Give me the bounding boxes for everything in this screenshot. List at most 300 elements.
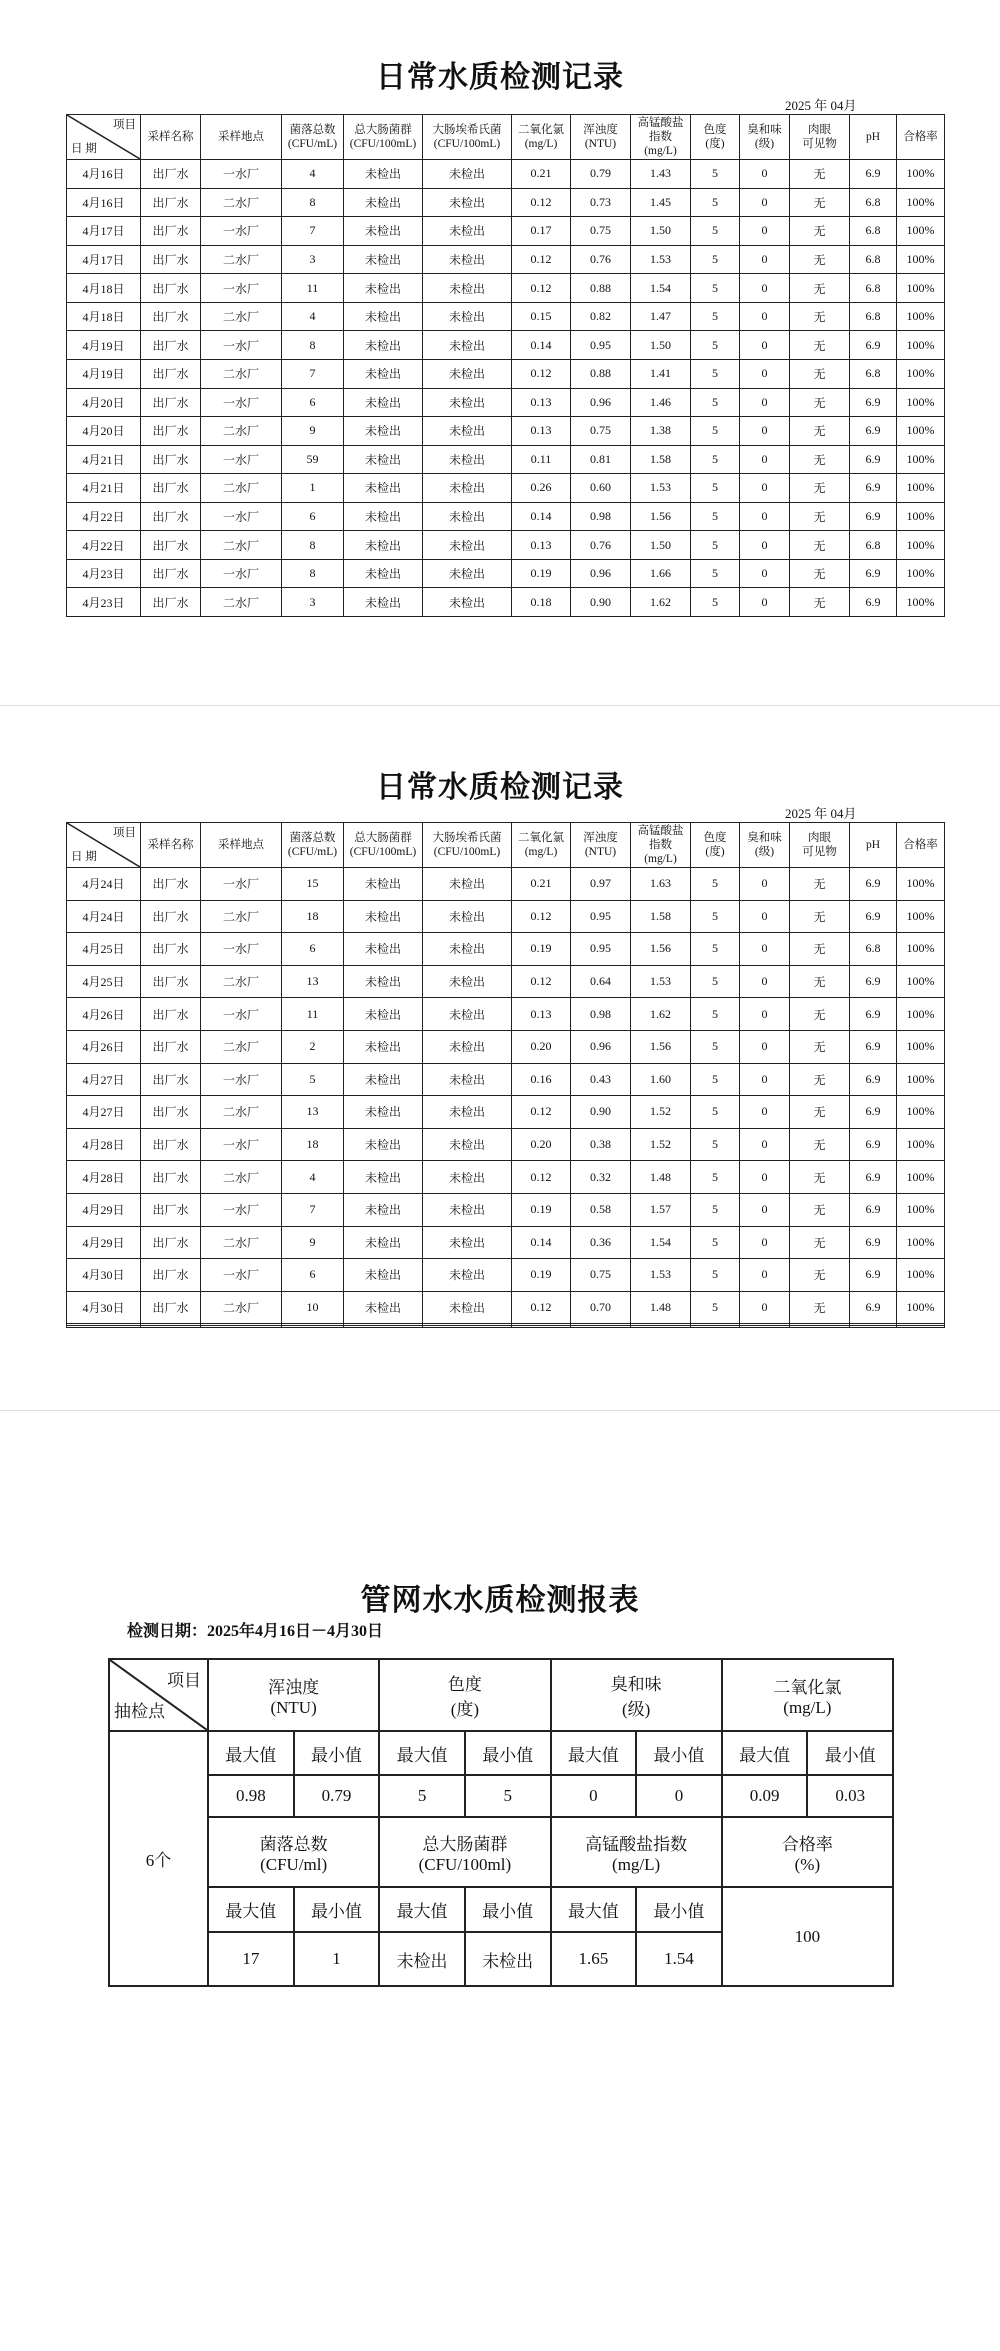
table-cell: 出厂水 (141, 1161, 201, 1194)
table-cell: 出厂水 (141, 217, 201, 246)
column-header: 合格率 (897, 823, 945, 868)
page2-month: 2025 年 04月 (785, 806, 857, 821)
column-header: 菌落总数 (CFU/mL) (282, 115, 344, 160)
column-header: 总大肠菌群 (CFU/100mL) (344, 823, 423, 868)
table-row (67, 188, 945, 217)
table-cell: 1.54 (631, 1226, 691, 1259)
table-cell: 未检出 (423, 1128, 512, 1161)
table-cell: 无 (790, 1291, 850, 1324)
table-cell: 0.95 (571, 900, 631, 933)
table-cell: 未检出 (344, 160, 423, 189)
param-header (379, 1817, 550, 1887)
table-cell: 6.8 (850, 531, 897, 560)
table-cell: 0 (740, 1096, 790, 1129)
table-cell: 0.14 (512, 331, 571, 360)
table-row (67, 588, 945, 617)
table-cell: 1.43 (631, 160, 691, 189)
page1-month: 2025 年 04月 (785, 98, 857, 113)
table-cell: 4月24日 (67, 900, 141, 933)
column-header: 高锰酸盐 指数 (mg/L) (631, 823, 691, 868)
table-cell: 6.9 (850, 1128, 897, 1161)
table-cell: 0 (740, 1291, 790, 1324)
table-cell: 未检出 (379, 1932, 465, 1986)
table-cell: 最大值 (551, 1887, 637, 1932)
table-cell: 无 (790, 417, 850, 446)
table-cell: 0 (740, 331, 790, 360)
table-cell: 无 (790, 274, 850, 303)
table-cell: 未检出 (344, 868, 423, 901)
table-row (67, 531, 945, 560)
table-cell: 二水厂 (201, 359, 282, 388)
table-cell: 6 (282, 933, 344, 966)
table-cell: 0 (740, 559, 790, 588)
table-cell: 0.73 (571, 188, 631, 217)
table-row (67, 1128, 945, 1161)
table-cell: 6.9 (850, 868, 897, 901)
table-row (67, 502, 945, 531)
table-cell: 100% (897, 388, 945, 417)
table-cell: 无 (790, 445, 850, 474)
table-cell: 0.79 (571, 160, 631, 189)
cell-text: 日 期 (71, 851, 97, 863)
table-cell: 0.12 (512, 274, 571, 303)
table-cell: 0 (740, 900, 790, 933)
table-cell: 15 (282, 868, 344, 901)
table-cell: 100% (897, 1096, 945, 1129)
table-cell: 一水厂 (201, 933, 282, 966)
table-cell: 1 (294, 1932, 380, 1986)
column-header: 采样地点 (201, 115, 282, 160)
table-cell: 1.47 (631, 302, 691, 331)
table-cell: 13 (282, 965, 344, 998)
table-cell: 4月18日 (67, 274, 141, 303)
table-cell (512, 1326, 571, 1328)
table-cell: 未检出 (423, 331, 512, 360)
table-cell: 0.38 (571, 1128, 631, 1161)
table-cell: 0.12 (512, 188, 571, 217)
table-cell: 6.8 (850, 217, 897, 246)
table-cell: 4月16日 (67, 188, 141, 217)
table-cell: 4月22日 (67, 502, 141, 531)
table-cell: 4月17日 (67, 217, 141, 246)
table-cell: 未检出 (344, 1096, 423, 1129)
table-cell: 10 (282, 1291, 344, 1324)
table-cell: 13 (282, 1096, 344, 1129)
table-cell: 5 (691, 217, 740, 246)
page1-title: 日常水质检测记录 (376, 61, 624, 94)
table-cell: 1.57 (631, 1193, 691, 1226)
table-cell: 出厂水 (141, 1259, 201, 1292)
table-cell: 0 (740, 998, 790, 1031)
table-cell: 二水厂 (201, 302, 282, 331)
table-cell: 0.15 (512, 302, 571, 331)
table-cell: 出厂水 (141, 359, 201, 388)
table-cell: 6.9 (850, 474, 897, 503)
table-cell: 1.46 (631, 388, 691, 417)
table-cell: 二水厂 (201, 1030, 282, 1063)
table-cell: 未检出 (423, 217, 512, 246)
table-cell: 0.14 (512, 1226, 571, 1259)
table-cell (790, 1326, 850, 1328)
table-cell: 一水厂 (201, 331, 282, 360)
table-cell (631, 1326, 691, 1328)
table-cell: 0 (636, 1775, 722, 1817)
table-cell: 未检出 (423, 388, 512, 417)
table-cell: 1.50 (631, 531, 691, 560)
table-cell: 4月29日 (67, 1226, 141, 1259)
cell-text: (%) (794, 1854, 821, 1874)
table-cell: 0 (740, 1161, 790, 1194)
table-cell: 11 (282, 274, 344, 303)
table-cell: 无 (790, 302, 850, 331)
table-cell: 未检出 (423, 1193, 512, 1226)
table-cell: 未检出 (344, 474, 423, 503)
table-cell: 0.96 (571, 559, 631, 588)
table-cell: 出厂水 (141, 474, 201, 503)
table-cell: 出厂水 (141, 1030, 201, 1063)
table-cell: 一水厂 (201, 1193, 282, 1226)
table-cell: 4月20日 (67, 417, 141, 446)
table-cell: 1.66 (631, 559, 691, 588)
table-cell: 4月27日 (67, 1063, 141, 1096)
table-cell: 9 (282, 1226, 344, 1259)
table-cell: 0.60 (571, 474, 631, 503)
table-cell: 0 (740, 245, 790, 274)
column-header: 采样地点 (201, 823, 282, 868)
table-cell: 0.12 (512, 900, 571, 933)
table-cell: 未检出 (423, 1030, 512, 1063)
table-cell: 4月28日 (67, 1161, 141, 1194)
table-cell: 未检出 (423, 933, 512, 966)
table-cell: 未检出 (423, 868, 512, 901)
cell-text: (CFU/100ml) (418, 1854, 512, 1874)
table-cell: 无 (790, 1226, 850, 1259)
table-cell: 最大值 (208, 1731, 294, 1775)
column-header: 肉眼 可见物 (790, 823, 850, 868)
table-cell: 5 (691, 900, 740, 933)
table-cell: 0 (740, 474, 790, 503)
table-cell: 无 (790, 868, 850, 901)
table-cell: 6.9 (850, 1161, 897, 1194)
table-cell: 出厂水 (141, 445, 201, 474)
table-cell: 无 (790, 1259, 850, 1292)
table-cell: 0 (740, 1063, 790, 1096)
table-cell: 未检出 (344, 1128, 423, 1161)
table-cell: 1.45 (631, 188, 691, 217)
table-cell: 1.56 (631, 502, 691, 531)
table-cell: 0 (551, 1775, 637, 1817)
column-header: 浑浊度 (NTU) (571, 115, 631, 160)
table-cell: 0.96 (571, 1030, 631, 1063)
table-cell (571, 1326, 631, 1328)
cell-text: 臭和味 (610, 1675, 662, 1694)
network-report-table (108, 1658, 894, 1987)
table-cell: 二水厂 (201, 474, 282, 503)
table-cell: 未检出 (423, 417, 512, 446)
table-cell: 0.90 (571, 1096, 631, 1129)
table-cell: 4月27日 (67, 1096, 141, 1129)
table-cell: 4月23日 (67, 588, 141, 617)
table-cell: 100% (897, 1193, 945, 1226)
table-cell: 未检出 (344, 1193, 423, 1226)
table-cell: 0.95 (571, 933, 631, 966)
table-cell: 未检出 (423, 445, 512, 474)
table-cell: 0.19 (512, 1193, 571, 1226)
param-header (208, 1659, 379, 1731)
table-cell: 0.98 (208, 1775, 294, 1817)
table-cell: 出厂水 (141, 900, 201, 933)
table-cell: 5 (691, 331, 740, 360)
table-cell: 未检出 (344, 933, 423, 966)
table-cell: 1.52 (631, 1128, 691, 1161)
table-cell: 0 (740, 1259, 790, 1292)
table-cell: 1.56 (631, 933, 691, 966)
table-cell: 最小值 (636, 1887, 722, 1932)
table-cell: 无 (790, 217, 850, 246)
table-cell: 出厂水 (141, 559, 201, 588)
table-cell: 0.13 (512, 417, 571, 446)
table-cell: 0.26 (512, 474, 571, 503)
table-cell: 5 (691, 1161, 740, 1194)
page2-title: 日常水质检测记录 (376, 771, 624, 804)
table-cell: 4月19日 (67, 331, 141, 360)
table-cell: 100% (897, 302, 945, 331)
table-cell: 出厂水 (141, 160, 201, 189)
table-cell: 5 (691, 1063, 740, 1096)
table-cell: 4月22日 (67, 531, 141, 560)
table-row (67, 1259, 945, 1292)
table-cell: 4月25日 (67, 965, 141, 998)
table-cell: 6.9 (850, 1259, 897, 1292)
table-cell: 二水厂 (201, 1161, 282, 1194)
table-cell: 3 (282, 588, 344, 617)
table-cell (897, 1326, 945, 1328)
table-cell: 1.56 (631, 1030, 691, 1063)
table-row (67, 900, 945, 933)
cell-text: 总大肠菌群 (422, 1834, 508, 1854)
table-cell: 出厂水 (141, 302, 201, 331)
table-cell: 1.50 (631, 331, 691, 360)
table-cell: 0.95 (571, 331, 631, 360)
table-cell: 一水厂 (201, 274, 282, 303)
table-cell: 5 (691, 1226, 740, 1259)
table-row (67, 933, 945, 966)
table-cell: 5 (691, 559, 740, 588)
table-cell: 0 (740, 217, 790, 246)
table-cell: 0.17 (512, 217, 571, 246)
table-cell: 1.62 (631, 588, 691, 617)
network-date: 检测日期：2025年4月16日－4月30日 (127, 1623, 384, 1640)
table-cell: 未检出 (344, 331, 423, 360)
table-cell: 6.9 (850, 559, 897, 588)
column-header: 大肠埃希氏菌 (CFU/100mL) (423, 115, 512, 160)
table-cell: 0 (740, 531, 790, 560)
table-cell: 一水厂 (201, 559, 282, 588)
table-cell: 1.53 (631, 245, 691, 274)
table-cell: 未检出 (344, 445, 423, 474)
table-cell: 0 (740, 388, 790, 417)
table-cell: 0 (740, 1128, 790, 1161)
table-row (67, 1161, 945, 1194)
table-cell: 6.8 (850, 274, 897, 303)
table-cell: 二水厂 (201, 188, 282, 217)
table-cell: 7 (282, 359, 344, 388)
table-cell: 0.70 (571, 1291, 631, 1324)
table-cell: 100% (897, 588, 945, 617)
table-cell: 一水厂 (201, 388, 282, 417)
table-cell: 0.88 (571, 274, 631, 303)
table-cell: 0.82 (571, 302, 631, 331)
table-cell: 4月30日 (67, 1259, 141, 1292)
table-cell: 5 (691, 868, 740, 901)
table-cell: 无 (790, 359, 850, 388)
table-cell: 4月19日 (67, 359, 141, 388)
table-cell: 0 (740, 965, 790, 998)
table-cell: 出厂水 (141, 417, 201, 446)
table-cell: 出厂水 (141, 1063, 201, 1096)
table-cell: 5 (691, 998, 740, 1031)
table-cell: 100% (897, 245, 945, 274)
table-cell: 无 (790, 900, 850, 933)
table-cell: 3 (282, 245, 344, 274)
table-cell: 0.16 (512, 1063, 571, 1096)
table-cell: 一水厂 (201, 445, 282, 474)
table-cell: 出厂水 (141, 998, 201, 1031)
table-cell: 无 (790, 588, 850, 617)
cell-text: 浑浊度 (268, 1677, 320, 1697)
table-cell: 0 (740, 933, 790, 966)
column-header: 合格率 (897, 115, 945, 160)
table-cell: 一水厂 (201, 1128, 282, 1161)
column-header: 二氧化氯 (mg/L) (512, 115, 571, 160)
table-cell: 6.9 (850, 417, 897, 446)
table-cell: 无 (790, 1096, 850, 1129)
table-cell: 100% (897, 417, 945, 446)
table-cell: 1.63 (631, 868, 691, 901)
table-cell: 5 (691, 245, 740, 274)
table-cell: 出厂水 (141, 965, 201, 998)
table-cell: 二水厂 (201, 245, 282, 274)
cell-text: 菌落总数 (259, 1834, 328, 1854)
table-cell: 100% (897, 933, 945, 966)
table-cell: 二水厂 (201, 531, 282, 560)
table-row (67, 474, 945, 503)
table-cell: 6.9 (850, 445, 897, 474)
table-cell: 最小值 (465, 1887, 551, 1932)
table-cell: 未检出 (344, 1291, 423, 1324)
table-cell: 6.9 (850, 160, 897, 189)
table-cell: 出厂水 (141, 502, 201, 531)
table-cell: 未检出 (423, 900, 512, 933)
network-title: 管网水水质检测报表 (360, 1584, 640, 1617)
table-cell: 100% (897, 868, 945, 901)
table-row (67, 359, 945, 388)
table-row (67, 965, 945, 998)
table-cell: 0 (740, 588, 790, 617)
table-row (67, 245, 945, 274)
table-cell: 0 (740, 1193, 790, 1226)
cell-text: 日 期 (71, 143, 97, 155)
table-cell: 100% (897, 274, 945, 303)
table-cell: 6.9 (850, 1226, 897, 1259)
table-cell: 无 (790, 331, 850, 360)
table-cell: 出厂水 (141, 868, 201, 901)
table-cell: 5 (691, 1096, 740, 1129)
cell-text: 项目 (113, 119, 136, 131)
table-cell: 100% (897, 1259, 945, 1292)
table-cell: 二水厂 (201, 1291, 282, 1324)
table-cell: 未检出 (344, 502, 423, 531)
table-cell: 11 (282, 998, 344, 1031)
table-cell: 8 (282, 188, 344, 217)
table-cell: 4月30日 (67, 1291, 141, 1324)
table-cell: 1.58 (631, 900, 691, 933)
table-cell: 5 (691, 588, 740, 617)
table-cell: 100% (897, 965, 945, 998)
table-cell: 出厂水 (141, 933, 201, 966)
table-cell: 无 (790, 965, 850, 998)
table-cell: 8 (282, 531, 344, 560)
corner-header (67, 115, 141, 160)
table-cell: 6.9 (850, 998, 897, 1031)
table-cell: 0.75 (571, 217, 631, 246)
table-cell: 一水厂 (201, 998, 282, 1031)
table-cell: 5 (691, 188, 740, 217)
table-cell: 1.50 (631, 217, 691, 246)
table-cell: 5 (691, 1030, 740, 1063)
table-cell: 0.11 (512, 445, 571, 474)
table-cell: 5 (691, 531, 740, 560)
param-header (379, 1659, 550, 1731)
table-cell: 未检出 (344, 531, 423, 560)
column-header: pH (850, 115, 897, 160)
table-cell: 100% (897, 502, 945, 531)
table-row (67, 868, 945, 901)
param-header (208, 1817, 379, 1887)
table-cell: 0.12 (512, 1291, 571, 1324)
table-cell: 9 (282, 417, 344, 446)
table-cell: 出厂水 (141, 588, 201, 617)
table-cell: 4 (282, 160, 344, 189)
table-cell: 未检出 (344, 302, 423, 331)
table-cell: 100% (897, 160, 945, 189)
table-cell: 出厂水 (141, 188, 201, 217)
table-cell: 未检出 (344, 559, 423, 588)
table-row (67, 217, 945, 246)
table-cell: 未检出 (423, 1291, 512, 1324)
table-cell: 出厂水 (141, 274, 201, 303)
column-header: 臭和味 (级) (740, 115, 790, 160)
corner-header (67, 823, 141, 868)
table-cell: 0.58 (571, 1193, 631, 1226)
table-cell: 4月21日 (67, 445, 141, 474)
table-cell: 0.79 (294, 1775, 380, 1817)
table-cell: 未检出 (423, 359, 512, 388)
daily-record-table-2 (66, 822, 945, 1328)
table-cell: 未检出 (344, 1259, 423, 1292)
table-cell: 6.8 (850, 359, 897, 388)
table-cell: 未检出 (465, 1932, 551, 1986)
table-cell: 出厂水 (141, 245, 201, 274)
cell-text: 合格率 (781, 1834, 833, 1854)
table-cell: 未检出 (423, 998, 512, 1031)
table-cell: 1.53 (631, 965, 691, 998)
table-cell: 0.32 (571, 1161, 631, 1194)
table-cell (850, 1326, 897, 1328)
pass-rate-value: 100 (722, 1887, 893, 1986)
column-header: 菌落总数 (CFU/mL) (282, 823, 344, 868)
table-cell: 无 (790, 998, 850, 1031)
